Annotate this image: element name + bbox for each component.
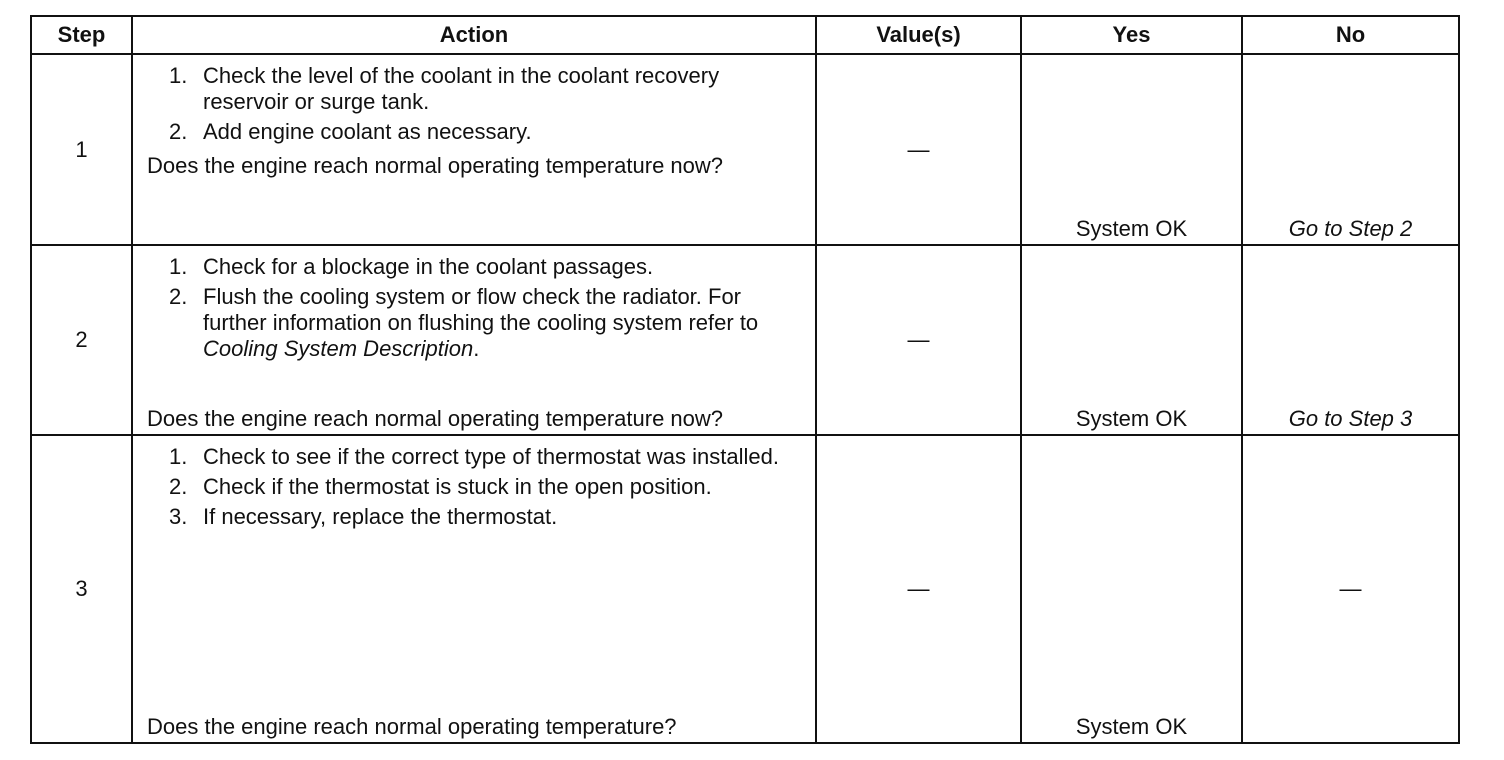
header-row [31, 16, 1459, 54]
action-list [147, 444, 805, 530]
yes-result: System OK [1075, 216, 1188, 241]
table-row [31, 435, 1459, 743]
no-cell [1242, 245, 1459, 435]
header-action: Action [132, 16, 816, 54]
yes-cell [1021, 245, 1242, 435]
diagnostic-table [30, 15, 1460, 744]
value-cell: — [816, 54, 1021, 245]
no-result: Go to Step 2 [1288, 216, 1413, 241]
yes-cell [1021, 54, 1242, 245]
yes-result: System OK [1075, 714, 1188, 739]
step-number: 3 [31, 435, 132, 743]
action-list [147, 63, 805, 145]
action-question: Does the engine reach normal operating temperature now? [147, 406, 724, 431]
no-result: Go to Step 3 [1288, 406, 1413, 431]
list-item: 1. Check to see if the correct type of thermostat was installed. [169, 444, 779, 469]
action-cell [132, 245, 816, 435]
yes-cell [1021, 435, 1242, 743]
action-question: Does the engine reach normal operating temperature now? [147, 153, 724, 178]
list-item: 3. If necessary, replace the thermostat. [169, 504, 558, 529]
list-item: 2. Flush the cooling system or flow check the radiator. For further information on flushing the cooling system refer to Cooling System Description. [169, 284, 759, 361]
no-result: — [1242, 435, 1459, 743]
list-item: 2. Check if the thermostat is stuck in the open position. [169, 474, 712, 499]
step-number: 2 [31, 245, 132, 435]
header-no: No [1242, 16, 1459, 54]
table-row [31, 54, 1459, 245]
action-question: Does the engine reach normal operating temperature? [147, 714, 677, 739]
no-cell [1242, 54, 1459, 245]
list-item: 2. Add engine coolant as necessary. [169, 119, 532, 144]
header-yes: Yes [1021, 16, 1242, 54]
list-item: 1. Check the level of the coolant in the coolant recovery reservoir or surge tank. [169, 63, 720, 114]
action-list [147, 254, 805, 362]
action-cell [132, 54, 816, 245]
yes-result: System OK [1075, 406, 1188, 431]
header-values: Value(s) [816, 16, 1021, 54]
value-cell: — [816, 245, 1021, 435]
value-cell: — [816, 435, 1021, 743]
table-row [31, 245, 1459, 435]
reference-link: Cooling System Description [203, 336, 474, 361]
action-cell [132, 435, 816, 743]
header-step: Step [31, 16, 132, 54]
step-number: 1 [31, 54, 132, 245]
list-item: 1. Check for a blockage in the coolant passages. [169, 254, 654, 279]
